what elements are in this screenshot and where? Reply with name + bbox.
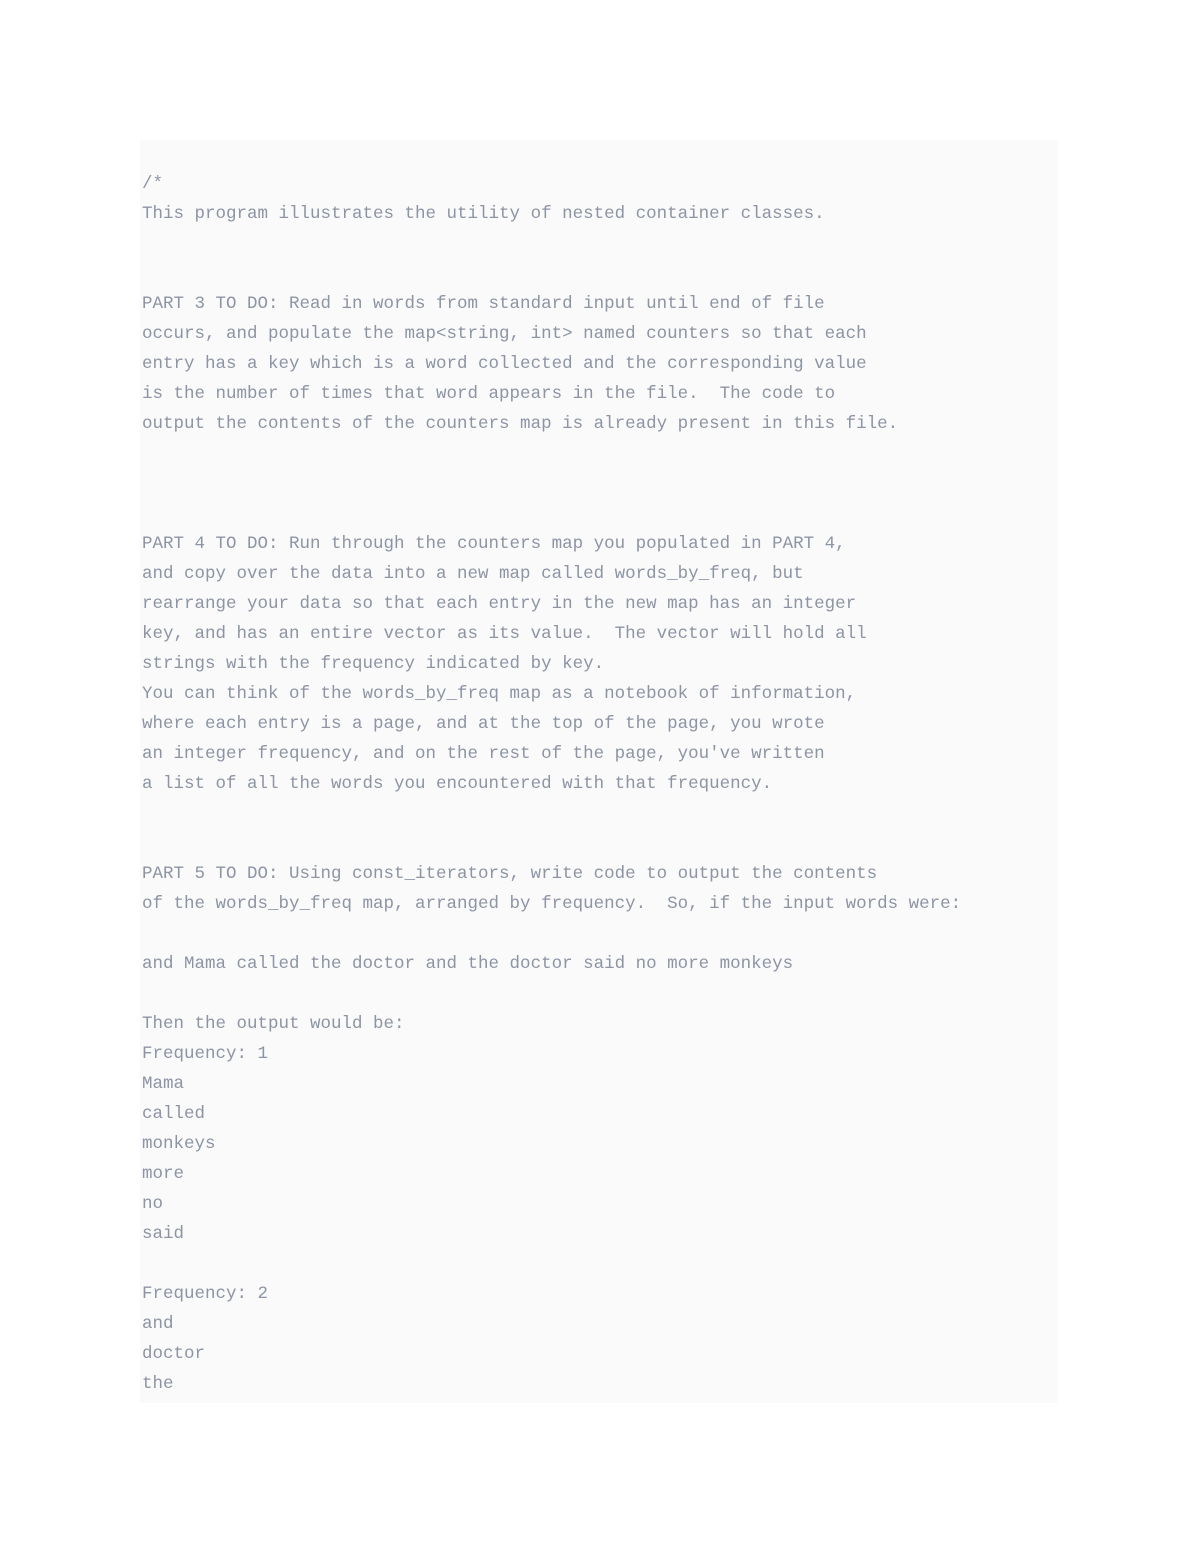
code-line: Mama (142, 1074, 185, 1094)
code-line: entry has a key which is a word collected and the corresponding value (142, 354, 867, 374)
code-line: PART 5 TO DO: Using const_iterators, write code to output the contents (142, 864, 878, 884)
code-line: monkeys (142, 1134, 216, 1154)
code-line (142, 499, 1058, 529)
code-line: more (142, 1164, 185, 1184)
code-line: a list of all the words you encountered with that frequency. (142, 774, 773, 794)
code-line: an integer frequency, and on the rest of the page, you've written (142, 744, 825, 764)
code-line: occurs, and populate the map<string, int> named counters so that each (142, 324, 867, 344)
code-line: This program illustrates the utility of nested container classes. (142, 204, 825, 224)
code-line (142, 259, 1058, 289)
code-line (142, 229, 1058, 259)
code-line: Then the output would be: (142, 1014, 405, 1034)
code-line: PART 3 TO DO: Read in words from standard input until end of file (142, 294, 825, 314)
code-line: Frequency: 2 (142, 1284, 269, 1304)
code-line: PART 4 TO DO: Run through the counters map you populated in PART 4, (142, 534, 846, 554)
code-line: rearrange your data so that each entry in the new map has an integer (142, 594, 857, 614)
code-line: and copy over the data into a new map called words_by_freq, but (142, 564, 804, 584)
code-line (142, 799, 1058, 829)
code-line (142, 439, 1058, 469)
code-line: called (142, 1104, 206, 1124)
code-line: strings with the frequency indicated by key. (142, 654, 605, 674)
code-line: said (142, 1224, 185, 1244)
code-line: of the words_by_freq map, arranged by frequency. So, if the input words were: (142, 894, 962, 914)
code-line: where each entry is a page, and at the top of the page, you wrote (142, 714, 825, 734)
code-line (142, 919, 1058, 949)
code-line: output the contents of the counters map is already present in this file. (142, 414, 899, 434)
code-line: no (142, 1194, 164, 1214)
code-line: You can think of the words_by_freq map as a notebook of information, (142, 684, 857, 704)
code-line: doctor (142, 1344, 206, 1364)
code-line: and Mama called the doctor and the doctor said no more monkeys (142, 954, 794, 974)
code-line: the (142, 1374, 174, 1394)
code-line: /* (142, 174, 164, 194)
code-line: key, and has an entire vector as its value. The vector will hold all (142, 624, 867, 644)
code-line (142, 979, 1058, 1009)
code-line: and (142, 1314, 174, 1334)
code-line (142, 1249, 1058, 1279)
code-comment-block (140, 140, 1058, 1403)
code-line (142, 469, 1058, 499)
code-line (142, 829, 1058, 859)
code-line: is the number of times that word appears in the file. The code to (142, 384, 836, 404)
code-line: Frequency: 1 (142, 1044, 269, 1064)
